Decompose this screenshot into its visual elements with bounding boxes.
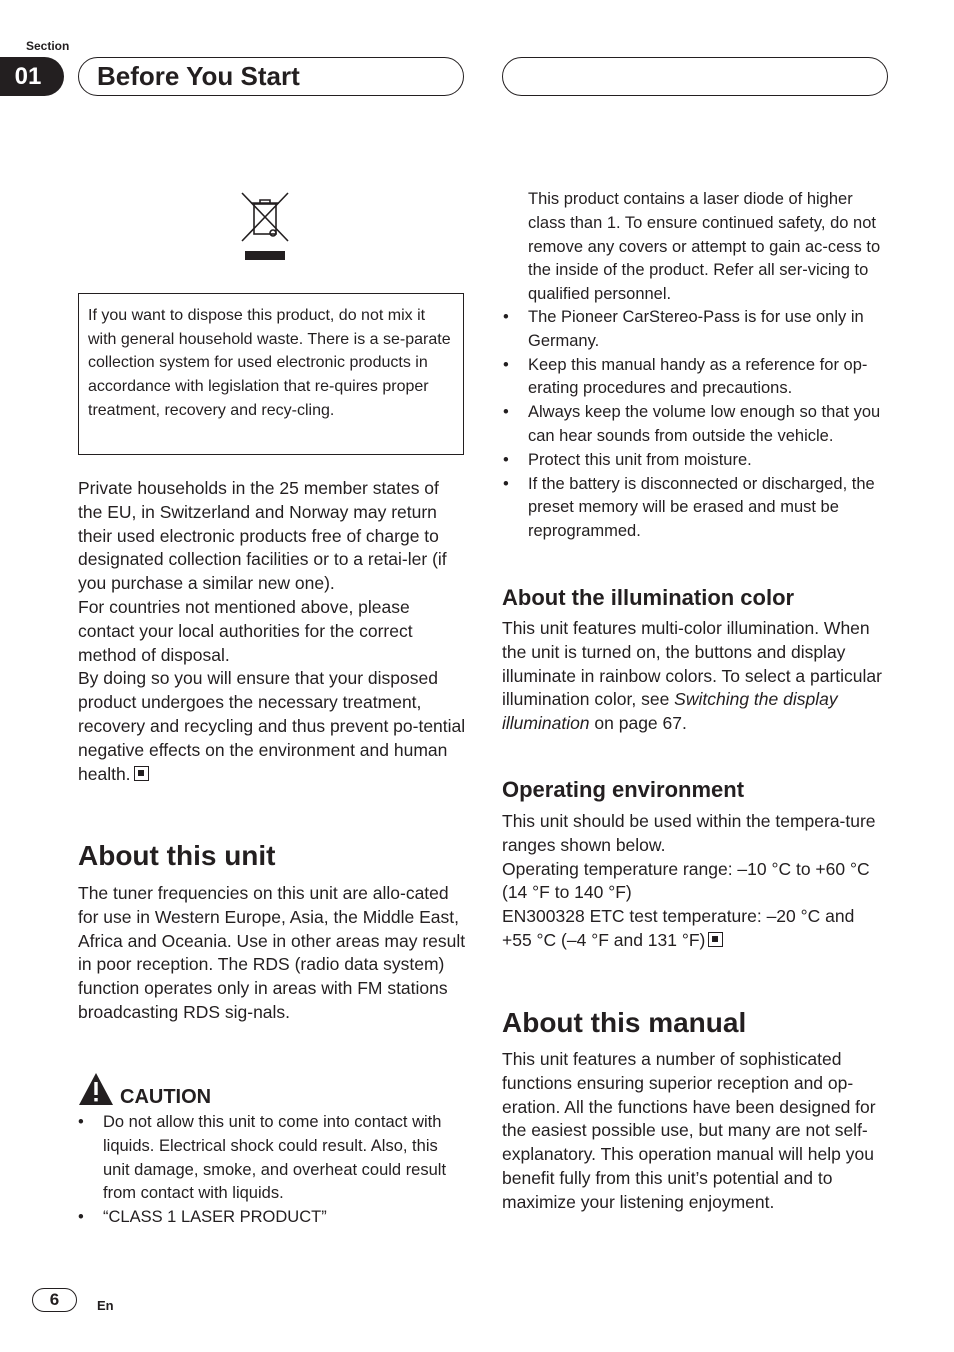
illumination-body	[502, 617, 888, 736]
section-number: 01	[0, 57, 64, 96]
list-item: • If the battery is disconnected or discharged, the preset memory will be erased and must be reprogrammed.	[503, 473, 891, 544]
disposal-text	[78, 477, 466, 786]
disposal-para-2: For countries not mentioned above, please contact your local authorities for the correct method of disposal.	[78, 596, 413, 665]
disposal-para-1: Private households in the 25 member states of the EU, in Switzerland and Norway may return their used electronic products free of charge to designated collection facilities or to a retai-ler (if you purchase a similar new one).	[78, 478, 447, 594]
list-item: • Protect this unit from moisture.	[503, 449, 891, 473]
list-item: • Keep this manual handy as a reference for op-erating procedures and precautions.	[503, 354, 891, 402]
environment-line-2: Operating temperature range: –10 °C to +60 °C (14 °F to 140 °F)	[502, 858, 870, 903]
section-label: Section	[26, 39, 70, 53]
precautions-list	[503, 306, 891, 544]
about-unit-body: The tuner frequencies on this unit are allo-cated for use in Western Europe, Asia, the Middle East, Africa and Oceania. Use in other areas may result in poor reception. The RDS (radio data system) function operates only in areas with FM stations broadcasting RDS sig-nals.	[78, 883, 466, 1022]
about-manual-body: This unit features a number of sophisticated functions ensuring superior reception and op-eration. All the functions have been designed for the easiest possible use, but many are not self-explanatory. This operation manual will help you benefit fully from this unit’s potential and to maximize your listening enjoyment.	[502, 1049, 876, 1212]
disposal-para-3-text: By doing so you will ensure that your disposed product undergoes the necessary treatment, recovery and recycling and thus prevent po-tential negative effects on the environment and human health.	[78, 668, 466, 784]
environment-heading: Operating environment	[502, 777, 745, 802]
disposal-para-3	[78, 667, 466, 786]
laser-note: This product contains a laser diode of higher class than 1. To ensure continued safety, do not remove any covers or attempt to gain ac-cess to the inside of the product. Refer all ser-vicing to qualified personnel.	[528, 190, 881, 304]
illumination-heading: About the illumination color	[502, 585, 795, 610]
caution-list	[78, 1111, 466, 1230]
illumination-body-start: This unit features multi-color illumination. When the unit is turned on, the buttons and display illuminate in rainbow colors. To select a particular illumination color, see	[502, 618, 882, 710]
list-item: • The Pioneer CarStereo-Pass is for use only in Germany.	[503, 306, 891, 354]
environment-line-1: This unit should be used within the tempera-ture ranges shown below.	[502, 811, 876, 855]
illumination-body-end: on page 67.	[589, 713, 687, 734]
about-manual-heading: About this manual	[502, 1007, 747, 1038]
warning-triangle-icon	[78, 1072, 114, 1106]
language-code: En	[97, 1298, 114, 1313]
end-mark-icon	[708, 932, 723, 947]
disposal-notice-box: If you want to dispose this product, do not mix it with general household waste. There is a se-parate collection system for used electronic products in accordance with legislation that re-quires proper treatment, recovery and recy-cling.	[78, 293, 464, 455]
crossed-out-wheelie-bin-icon	[240, 190, 290, 262]
header-empty-pill	[502, 57, 888, 96]
caution-label: CAUTION	[120, 1086, 212, 1108]
caution-item-liquids: • Do not allow this unit to come into contact with liquids. Electrical shock could result. Also, this unit damage, smoke, and overheat could result from contact with liquids.	[78, 1111, 466, 1206]
about-unit-heading: About this unit	[78, 840, 276, 871]
caution-item-laser: • “CLASS 1 LASER PRODUCT”	[78, 1206, 466, 1230]
list-item: • Always keep the volume low enough so that you can hear sounds from outside the vehicle.	[503, 401, 891, 449]
environment-line-3-text: EN300328 ETC test temperature: –20 °C and +55 °C (–4 °F and 131 °F)	[502, 906, 855, 950]
end-mark-icon	[134, 766, 149, 781]
section-title: Before You Start	[78, 57, 464, 96]
page-number: 6	[32, 1288, 77, 1312]
environment-text	[502, 810, 888, 953]
illumination-reference: Switching the display illumination	[502, 689, 838, 734]
environment-line-3	[502, 905, 888, 953]
